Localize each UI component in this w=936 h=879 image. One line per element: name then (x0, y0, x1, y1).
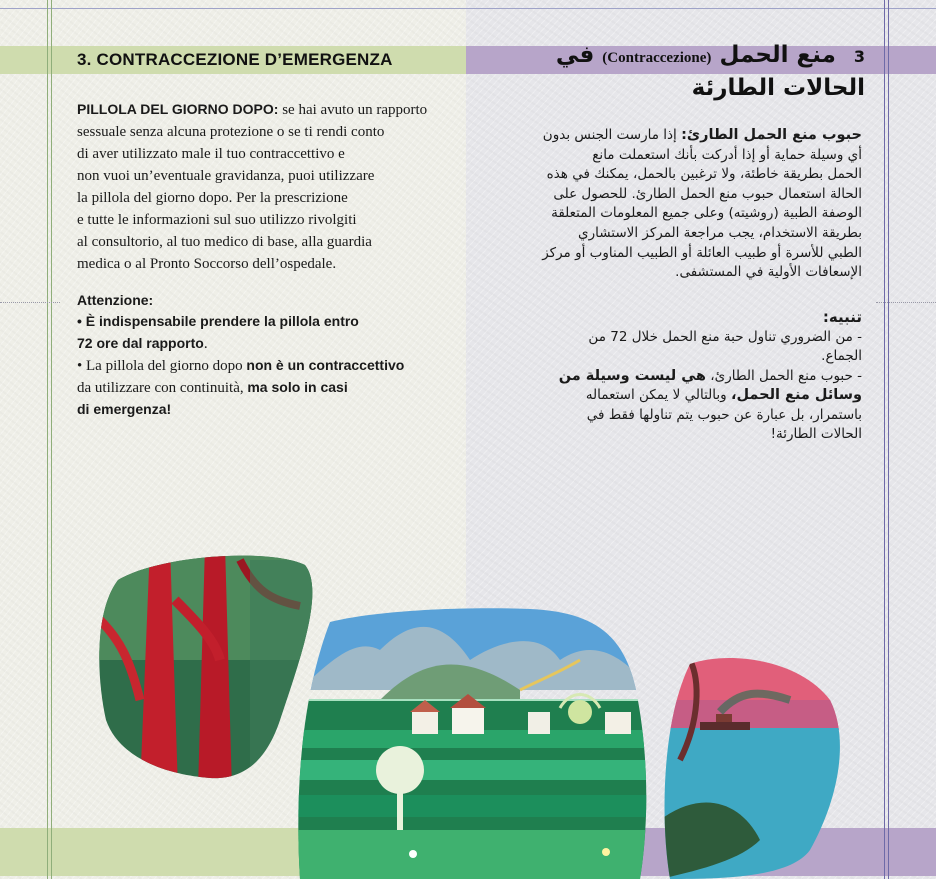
intro-line: di aver utilizzato male il tuo contraccettivo e (77, 146, 345, 162)
attention-title: Attenzione: (77, 292, 154, 308)
intro-line: la pillola del giorno dopo. Per la prescrizione (77, 190, 348, 206)
arabic-heading-number: 3 (853, 47, 865, 66)
intro-title: PILLOLA DEL GIORNO DOPO: (77, 101, 279, 117)
arabic-intro-paragraph: حبوب منع الحمل الطارئ: إذا مارست الجنس بدون أي وسيلة حماية أو إذا أدركت بأنك استعملت مانع الحمل بطريقة خاطئة، ولا ترغبين بالحمل، يمكنك في هذه الحالة استعمال حبوب منع الحمل الطارئ. للحصول على الوصفة الطبية (روشيته) وعلى جميع المعلومات المتعلقة بطريقة الاستخدام، يجب مراجعة المركز الاستشاري الطبي للأسرة أو طبيب العائلة أو الطبيب المناوب أو مركز الإسعافات الأولية في المستشفى. (542, 127, 862, 281)
painting-village-landscape (290, 600, 650, 879)
intro-line: medica o al Pronto Soccorso dell’ospedale. (77, 256, 337, 272)
intro-line: se hai avuto un rapporto (282, 102, 428, 118)
arabic-attention-title: تنبيه: (822, 308, 862, 326)
intro-line: non vuoi un’eventuale gravidanza, puoi utilizzare (77, 168, 375, 184)
intro-line: al consultorio, al tuo medico di base, alla guardia (77, 234, 372, 250)
arabic-heading: 3 منع الحمل (Contraccezione) في الحالات الطارئة (555, 42, 865, 101)
painting-red-trees (90, 540, 330, 790)
intro-line: e tutte le informazioni sul suo utilizzo rivolgiti (77, 212, 357, 228)
arabic-heading-latin: (Contraccezione) (602, 50, 712, 66)
arabic-intro-title: حبوب منع الحمل الطارئ: (681, 127, 862, 143)
italian-heading: 3. CONTRACCEZIONE D’EMERGENZA (77, 50, 393, 69)
painting-sea-boat (660, 650, 850, 879)
attention-bullet-1: • È indispensabile prendere la pillola entro 72 ore dal rapporto. (77, 313, 359, 352)
attention-bullet-2: • La pillola del giorno dopo non è un contraccettivo da utilizzare con continuità, ma solo in casi di emergenza! (77, 357, 405, 417)
arabic-attention-block: تنبيه: - من الضروري تناول حبة منع الحمل خلال 72 من الجماع. - حبوب منع الحمل الطارئ، هي ليست وسيلة من وسائل منع الحمل، وبالتالي لا يمكن استعماله باستمرار، بل عبارة عن حبوب يتم تناولها فقط في الحالات الطارئة! (540, 308, 862, 445)
intro-line: sessuale senza alcuna protezione o se ti rendi conto (77, 124, 385, 140)
